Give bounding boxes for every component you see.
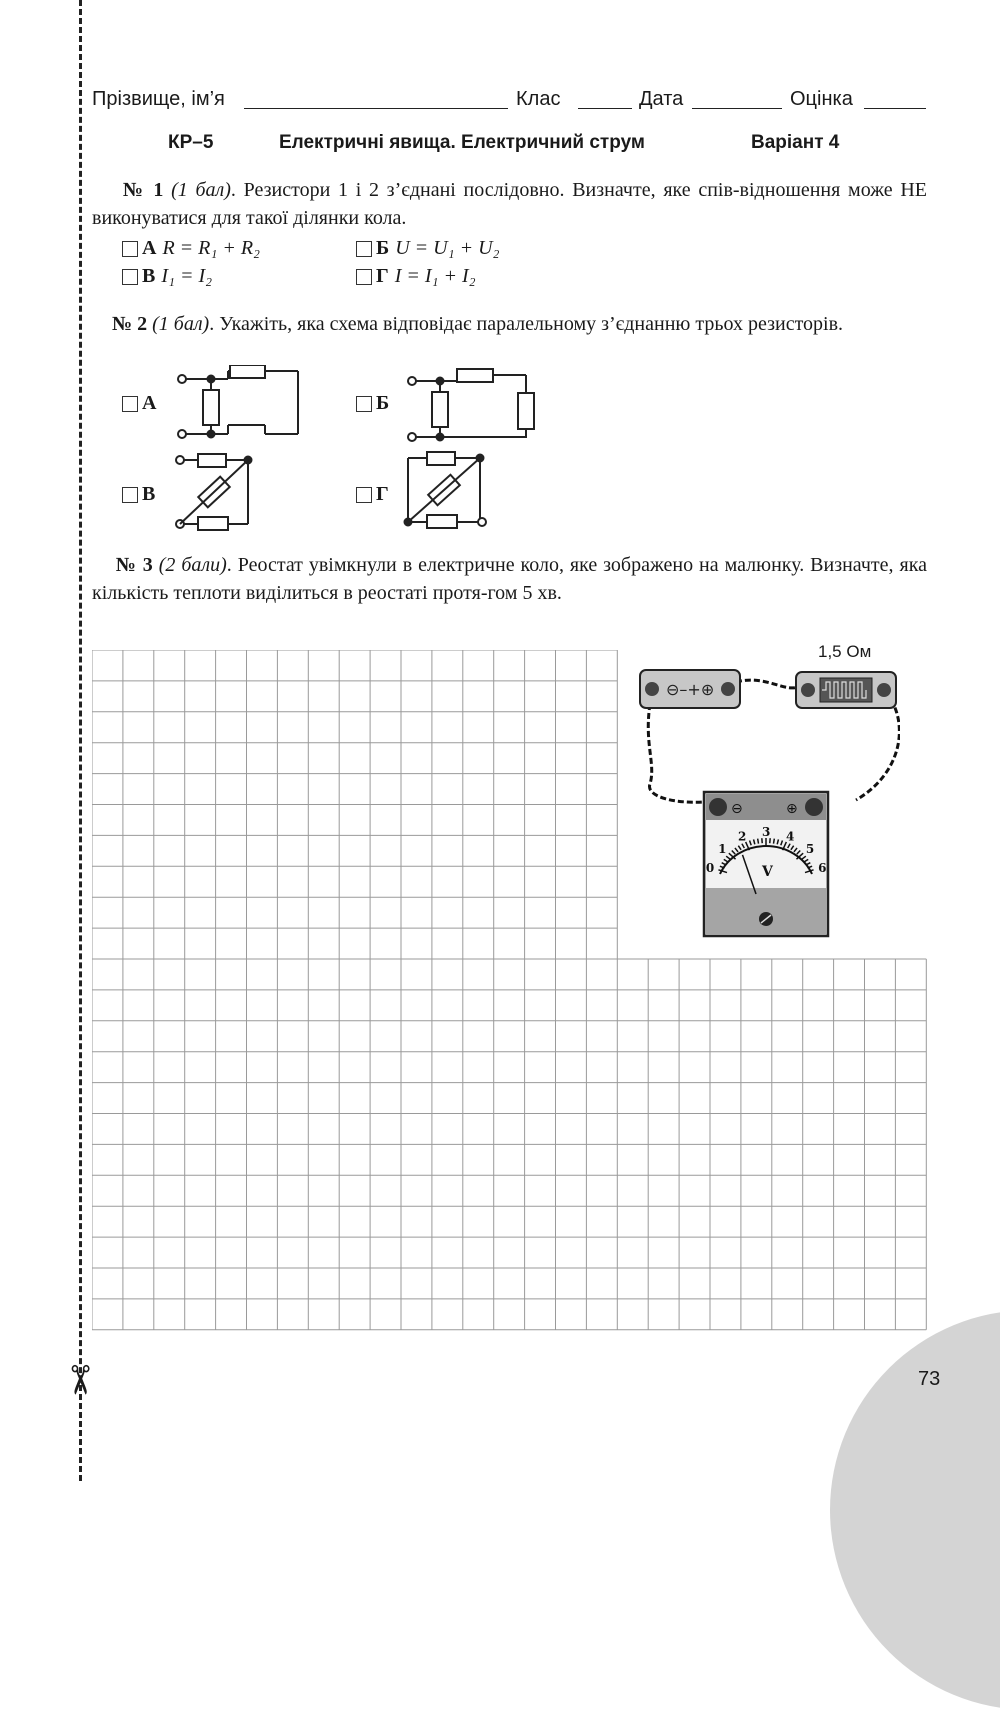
voltmeter-unit: V: [761, 864, 774, 880]
question-1: [92, 176, 927, 232]
circuit-d: [400, 446, 495, 534]
checkbox[interactable]: [122, 487, 138, 503]
test-variant: Варіант 4: [751, 132, 839, 154]
test-code: КР–5: [168, 132, 213, 154]
question-1-points: (1 бал): [171, 179, 231, 201]
question-2-text: . Укажіть, яка схема відповідає паралельному з’єднанню трьох резисторів.: [209, 313, 843, 335]
wire-top: [736, 680, 800, 688]
q1-option-a[interactable]: А R = R₁ + R₂: [122, 237, 260, 260]
svg-text:⊖: ⊖: [731, 801, 743, 817]
test-topic: Електричні явища. Електричний струм: [279, 132, 645, 154]
page-number: 73: [918, 1368, 940, 1391]
question-3-number: № 3: [116, 554, 153, 576]
checkbox[interactable]: [356, 241, 372, 257]
grade-label: Оцінка: [790, 88, 853, 111]
question-3-text: . Реостат увімкнули в електричне коло, яке зображено на малюнку. Визначте, яка кількість теплоти виділиться в реостаті протя-гом 5 хв.: [92, 554, 927, 604]
q2-option-d[interactable]: Г: [356, 483, 395, 506]
q1-option-b[interactable]: Б U = U₁ + U₂: [356, 237, 499, 260]
name-field[interactable]: [244, 108, 508, 109]
q2-option-c[interactable]: В: [122, 483, 161, 506]
checkbox[interactable]: [356, 269, 372, 285]
question-3: [92, 551, 927, 607]
dial-label: 0: [706, 861, 714, 875]
circuit-b: [402, 365, 542, 445]
rheostat-terminal-icon: [801, 683, 815, 697]
question-1-text: . Резистори 1 і 2 з’єднані послідовно. Визначте, яке спів-відношення може НЕ виконуватися для такої ділянки кола.: [92, 179, 927, 229]
date-field[interactable]: [692, 108, 782, 109]
checkbox[interactable]: [356, 396, 372, 412]
voltmeter-terminal-icon: [709, 798, 727, 816]
checkbox[interactable]: [356, 487, 372, 503]
dial-label: 5: [806, 842, 814, 856]
checkbox[interactable]: [122, 269, 138, 285]
q2-option-a[interactable]: А: [122, 392, 162, 415]
question-2-points: (1 бал): [152, 313, 209, 335]
rheostat-terminal-icon: [877, 683, 891, 697]
dial-tick: [774, 839, 775, 844]
class-field[interactable]: [578, 108, 632, 109]
voltmeter-terminal-icon: [805, 798, 823, 816]
dial-label: 4: [786, 829, 794, 843]
svg-text:⊕: ⊕: [786, 801, 798, 817]
wire-left: [648, 704, 706, 802]
page-corner-shape: [830, 1310, 1000, 1710]
student-info-row: [92, 88, 928, 118]
scissors-icon: ✂: [59, 1363, 99, 1397]
circuit-a: [170, 365, 310, 445]
circuit-illustration: [636, 664, 900, 944]
battery-terminal-icon: [645, 682, 659, 696]
class-label: Клас: [516, 88, 560, 111]
q2-option-b[interactable]: Б: [356, 392, 395, 415]
dial-tick: [758, 839, 759, 844]
question-3-points: (2 бали): [159, 554, 227, 576]
resistance-label: 1,5 Ом: [818, 642, 871, 662]
battery-terminal-icon: [721, 682, 735, 696]
date-label: Дата: [639, 88, 683, 111]
q1-option-c[interactable]: В I₁ = I₂: [122, 265, 212, 288]
dial-label: 6: [818, 861, 826, 875]
dial-label: 3: [762, 825, 770, 839]
question-1-number: № 1: [123, 179, 164, 201]
question-2: [92, 310, 927, 338]
dial-label: 1: [718, 842, 726, 856]
svg-text:⊖–+⊕: ⊖–+⊕: [666, 680, 714, 699]
grade-field[interactable]: [864, 108, 926, 109]
checkbox[interactable]: [122, 241, 138, 257]
cut-line: [79, 0, 82, 1481]
circuit-c: [170, 446, 260, 534]
question-2-number: № 2: [112, 313, 147, 335]
checkbox[interactable]: [122, 396, 138, 412]
q1-option-d[interactable]: Г I = I₁ + I₂: [356, 265, 476, 288]
dial-label: 2: [738, 829, 746, 843]
name-label: Прізвище, ім’я: [92, 88, 225, 111]
